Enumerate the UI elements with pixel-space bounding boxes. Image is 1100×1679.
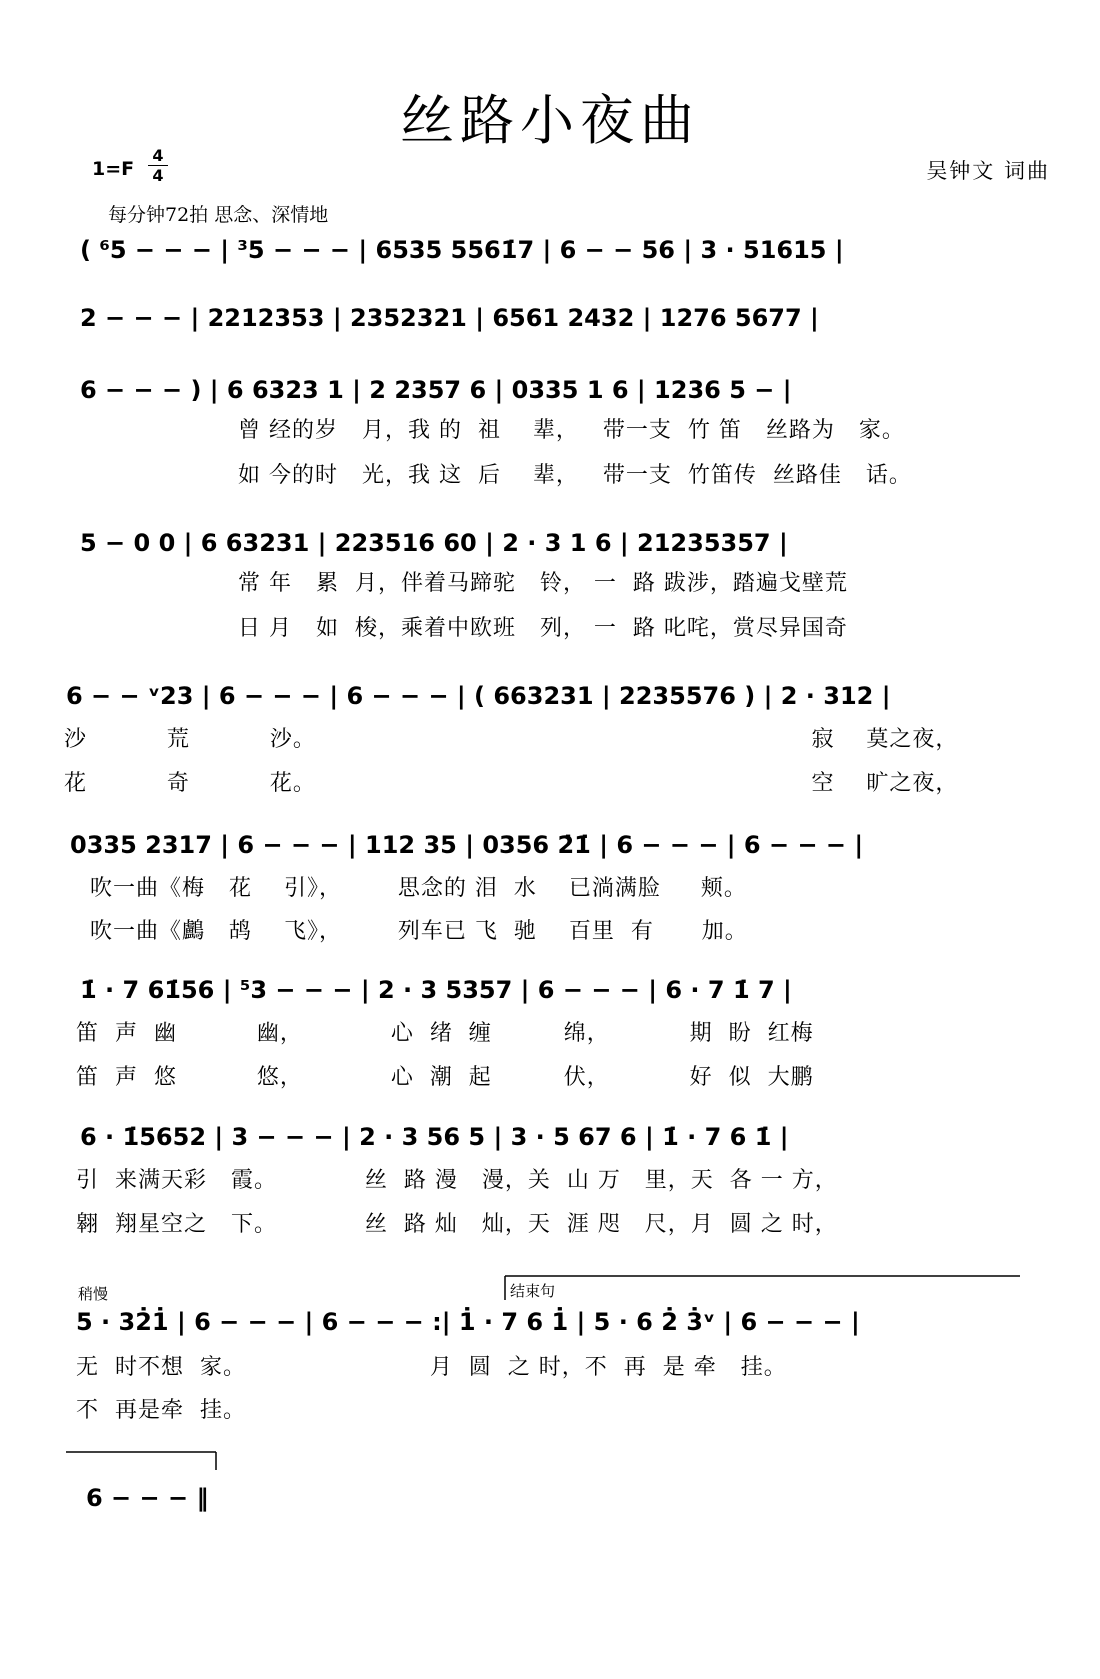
- lyric-line: 曾 经的岁 月，我 的 祖 辈， 带一支 竹 笛 丝路为 家。: [238, 418, 905, 443]
- lyric-line: 花 奇 花。 空 旷之夜，: [64, 771, 959, 796]
- notes: 2 − − − | 2212353 | 2352321 | 6561 2432 | 1276 5677 |: [80, 304, 819, 332]
- notation-row: [0, 230, 1100, 270]
- time-signature-bottom: 4: [152, 166, 164, 185]
- lyric-line: 翱 翔星空之 下。 丝 路 灿 灿，天 涯 咫 尺，月 圆 之 时，: [76, 1212, 838, 1237]
- lyric-line: 引 来满天彩 霞。 丝 路 漫 漫，关 山 万 里，天 各 一 方，: [76, 1168, 838, 1193]
- notation-row: [0, 1478, 1100, 1518]
- tempo-marking: 每分钟72拍 思念、深情地: [108, 204, 329, 226]
- notation-row: [0, 1117, 1100, 1157]
- notation-row: [0, 523, 1100, 563]
- lyric-line: 无 时不想 家。 月 圆 之 时，不 再 是 牵 挂。: [76, 1355, 787, 1380]
- notes: 6 − − − ‖: [86, 1484, 209, 1512]
- lyric-line: 吹一曲《鸕 鸪 飞》， 列车已 飞 驰 百里 有 加。: [90, 919, 748, 944]
- lyric-line: 笛 声 悠 悠， 心 潮 起 伏， 好 似 大鹏: [76, 1065, 814, 1090]
- notation-row: [0, 298, 1100, 338]
- notes: ( ⁶5 − − − | ³5 − − − | 6535 5561̇7 | 6 − − 56 | 3 · 51615 |: [80, 236, 844, 264]
- slower-marking: 稍慢: [78, 1285, 109, 1303]
- song-title: 丝路小夜曲: [400, 89, 700, 152]
- lyric-line: 日 月 如 梭，乘着中欧班 列， 一 路 叱咤，赏尽异国奇: [238, 616, 848, 641]
- notes: 6 − − − ) | 6 6323 1 | 2 2357 6 | 0335 1 6 | 1236 5 − |: [80, 376, 792, 404]
- author-credit: 吴钟文 词曲: [926, 159, 1050, 183]
- ending-marking: 结束句: [510, 1282, 556, 1300]
- notation-row: [0, 970, 1100, 1010]
- key-signature: 1=F: [92, 158, 135, 180]
- notes: 1̇ · 7 61̇56 | ⁵3 − − − | 2 · 3 5357 | 6 − − − | 6 · 7 1̇ 7 |: [80, 976, 792, 1004]
- notes: 5 − 0 0 | 6 63231 | 223516 60 | 2 · 3 1 6 | 21235357 |: [80, 529, 788, 557]
- time-signature-top: 4: [148, 146, 168, 166]
- notation-row: [0, 370, 1100, 410]
- notes: 0335 2317 | 6 − − − | 112 35 | 0356 2̇1̇ | 6 − − − | 6 − − − |: [70, 831, 864, 859]
- lyric-line: 吹一曲《梅 花 引》， 思念的 泪 水 已淌满脸 颊。: [90, 876, 747, 901]
- lyric-line: 笛 声 幽 幽， 心 绪 缠 绵， 期 盼 红梅: [76, 1021, 814, 1046]
- lyric-line: 不 再是牵 挂。: [76, 1398, 246, 1423]
- notes: 6 · 1̇5652 | 3 − − − | 2 · 3 56 5 | 3 · 5 67 6 | 1̇ · 7 6 1̇ |: [80, 1123, 789, 1151]
- notation-row: [0, 1302, 1100, 1342]
- lyric-line: 常 年 累 月，伴着马蹄驼 铃， 一 路 跋涉，踏遍戈壁荒: [238, 571, 848, 596]
- notes: 6 − − ᵛ23 | 6 − − − | 6 − − − | ( 663231 | 2235576 ) | 2 · 312 |: [66, 682, 891, 710]
- notes: 5 · 32̇1̇ | 6 − − − | 6 − − − :| 1̇ · 7 6 1̇ | 5 · 6 2̇ 3̇ᵛ | 6 − − − |: [76, 1308, 860, 1336]
- notation-row: [0, 825, 1100, 865]
- lyric-line: 沙 荒 沙。 寂 莫之夜，: [64, 727, 959, 752]
- lyric-line: 如 今的时 光，我 这 后 辈， 带一支 竹笛传 丝路佳 话。: [238, 463, 912, 488]
- notation-row: [0, 676, 1100, 716]
